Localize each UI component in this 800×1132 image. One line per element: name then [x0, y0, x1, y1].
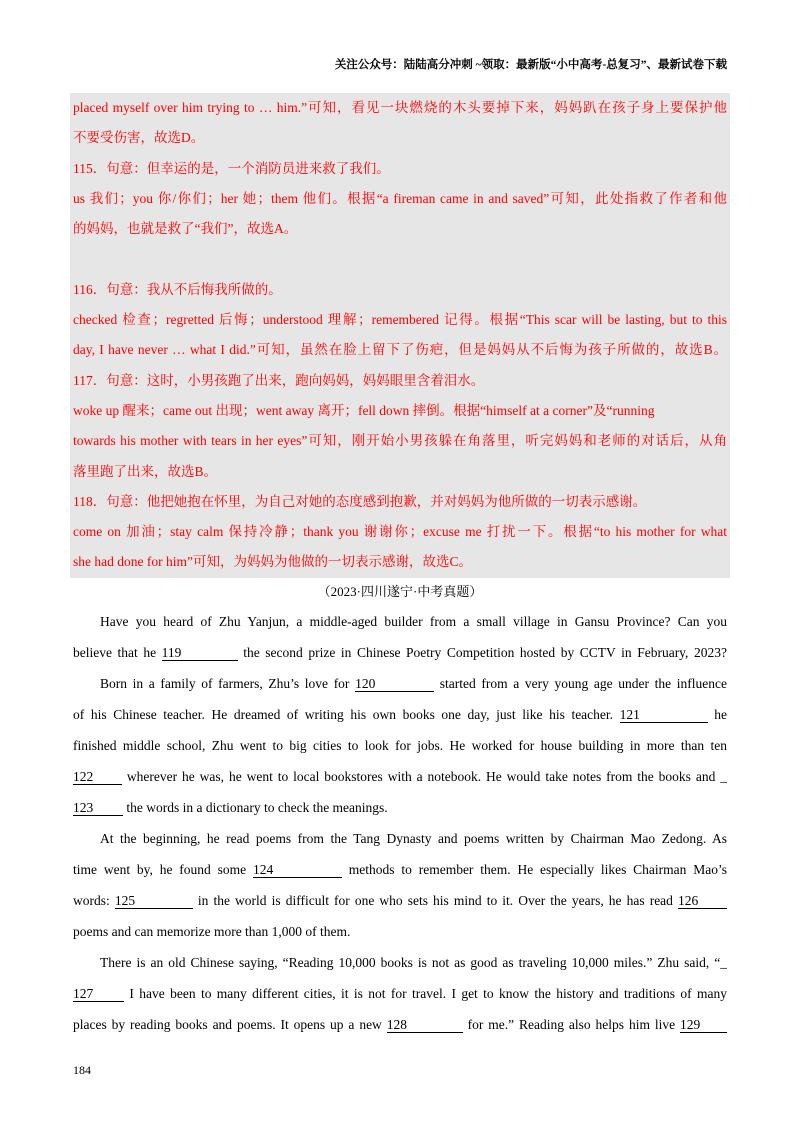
- passage-text: places by reading books and poems. It opens up a new: [73, 1017, 387, 1032]
- passage-line: [73, 668, 727, 699]
- blank-129: 129: [680, 1017, 727, 1033]
- passage-text: finished middle school, Zhu went to big cities to look for jobs. He worked for house building in more than ten: [73, 738, 727, 753]
- passage-line: [73, 916, 727, 947]
- spacer: [73, 244, 727, 274]
- passage-text: At the beginning, he read poems from the Tang Dynasty and poems written by Chairman Mao Zedong. As: [100, 831, 727, 846]
- passage-line: [73, 947, 727, 978]
- answer-line: 不要受伤害，故选D。: [73, 130, 205, 146]
- passage-text: the second prize in Chinese Poetry Competition hosted by CCTV in February, 2023?: [237, 645, 727, 660]
- blank-125: 125: [115, 893, 193, 909]
- answer-line: placed myself over him trying to … him.”可知，看见一块燃烧的木头要掉下来，妈妈趴在孩子身上要保护他: [73, 100, 727, 115]
- passage-line: [73, 699, 727, 730]
- passage-line: [73, 854, 727, 885]
- blank-127: 127: [73, 986, 124, 1002]
- answer-line: she had done for him”可知，为妈妈为他做的一切表示感谢，故选C。: [73, 554, 472, 570]
- passage-text: Born in a family of farmers, Zhu’s love for: [100, 676, 356, 691]
- passage-line: [73, 885, 727, 916]
- passage-text: words:: [73, 893, 115, 908]
- passage-text: he: [707, 707, 727, 722]
- passage-line: [73, 1009, 727, 1040]
- blank-128: 128: [387, 1017, 463, 1033]
- passage-text: of his Chinese teacher. He dreamed of writing his own books one day, just like his teacher.: [73, 707, 620, 722]
- blank-119: 119: [162, 645, 238, 661]
- passage-text: There is an old Chinese saying, “Reading 10,000 books is not as good as traveling 10,000 miles.” Zhu said, “_: [100, 955, 727, 970]
- passage-text: time went by, he found some: [73, 862, 253, 877]
- passage-text: the words in a dictionary to check the meanings.: [123, 800, 388, 815]
- paragraph-3: [73, 823, 727, 947]
- passage-line: [73, 606, 727, 637]
- page-header: 关注公众号：陆陆高分冲刺 ~领取：最新版“小中高考-总复习”、最新试卷下载: [334, 59, 727, 71]
- answer-explanations: [70, 93, 730, 578]
- passage-line: [73, 978, 727, 1009]
- answer-line: checked 检查；regretted 后悔；understood 理解；remembered 记得。根据“This scar will be lasting, but to this: [73, 312, 727, 328]
- answer-line: day, I have never … what I did.”可知，虽然在脸上留下了伤疤，但是妈妈从不后悔为孩子所做的，故选B。: [73, 342, 727, 358]
- answer-118-title: 118．句意：他把她抱在怀里，为自己对她的态度感到抱歉，并对妈妈为他所做的一切表示感谢。: [73, 493, 647, 509]
- answer-117-title: 117．句意：这时，小男孩跑了出来，跑向妈妈，妈妈眼里含着泪水。: [73, 372, 485, 388]
- passage-line: [73, 823, 727, 854]
- passage-text: in the world is difficult for one who sets his mind to it. Over the years, he has read: [192, 893, 679, 908]
- passage-line: [73, 792, 727, 823]
- blank-120: 120: [355, 676, 434, 692]
- passage-line: [73, 761, 727, 792]
- answer-line: woke up 醒来；came out 出现；went away 离开；fell down 摔倒。根据“himself at a corner”及“running: [73, 402, 655, 418]
- passage-text: methods to remember them. He especially likes Chairman Mao’s: [341, 862, 727, 877]
- paragraph-4: [73, 947, 727, 1040]
- blank-123: 123: [73, 800, 123, 816]
- blank-121: 121: [620, 707, 708, 723]
- answer-line: us 我们；you 你/你们；her 她；them 他们。根据“a fireman came in and saved”可知，此处指救了作者和他: [73, 190, 727, 206]
- answer-line: towards his mother with tears in her eyes”可知，刚开始小男孩躲在角落里，听完妈妈和老师的对话后，从角: [73, 433, 727, 449]
- passage-text: Have you heard of Zhu Yanjun, a middle-aged builder from a small village in Gansu Province? Can you: [100, 614, 727, 629]
- passage-text: believe that he: [73, 645, 162, 660]
- passage-text: started from a very young age under the influence: [434, 676, 727, 691]
- answer-116-title: 116．句意：我从不后悔我所做的。: [73, 281, 282, 297]
- exam-source: （2023·四川遂宁·中考真题）: [317, 584, 483, 599]
- answer-line: come on 加油；stay calm 保持冷静；thank you 谢谢你；excuse me 打扰一下。根据“to his mother for what: [73, 524, 727, 540]
- answer-115-title: 115．句意：但幸运的是，一个消防员进来救了我们。: [73, 160, 390, 176]
- answer-line: 落里跑了出来，故选B。: [73, 463, 218, 479]
- page-number: 184: [73, 1063, 91, 1077]
- passage-text: poems and can memorize more than 1,000 of them.: [73, 924, 351, 939]
- blank-122: 122: [73, 769, 122, 785]
- passage-text: wherever he was, he went to local bookstores with a notebook. He would take notes from the books and _: [122, 769, 727, 784]
- blank-124: 124: [253, 862, 342, 878]
- passage-line: [73, 637, 727, 668]
- passage-text: for me.” Reading also helps him live: [462, 1017, 681, 1032]
- answer-line: 的妈妈，也就是救了“我们”，故选A。: [73, 221, 298, 237]
- blank-126: 126: [678, 893, 727, 909]
- cloze-passage: [73, 606, 727, 1040]
- paragraph-2: [73, 668, 727, 823]
- paragraph-1: [73, 606, 727, 668]
- passage-text: I have been to many different cities, it is not for travel. I get to know the history and traditions of many: [124, 986, 727, 1001]
- passage-line: [73, 730, 727, 761]
